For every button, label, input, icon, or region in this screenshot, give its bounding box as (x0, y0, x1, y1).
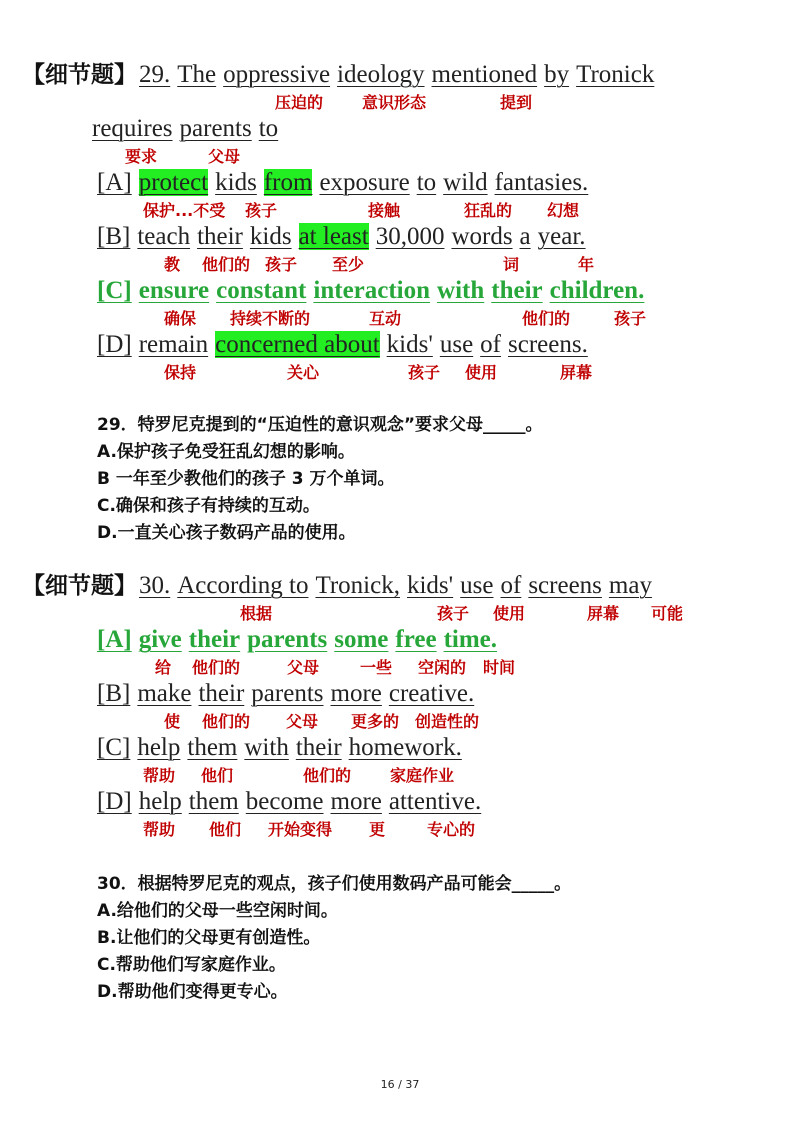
highlighted-word: at least (298, 223, 369, 250)
word: wild (443, 169, 488, 196)
word: to (258, 115, 279, 142)
word: interaction (313, 277, 431, 304)
q29-question-type-tag: 【细节题】 (22, 62, 137, 88)
word: ideology (337, 61, 425, 88)
option-letter: [A] (97, 169, 132, 196)
word: time. (443, 626, 498, 653)
q29-a-gloss-1: 保护...不受 (143, 201, 226, 220)
q29-b-gloss-6: 年 (578, 255, 595, 274)
q30-a-gloss-1: 给 (155, 658, 172, 677)
word: homework. (348, 734, 462, 761)
q30-d-gloss-2: 他们 (209, 820, 242, 839)
word: The (177, 61, 217, 88)
word: kids (215, 169, 257, 196)
q29-c-gloss-5: 孩子 (614, 309, 647, 328)
word: some (334, 626, 389, 653)
q30-a-gloss-6: 时间 (483, 658, 516, 677)
q29-c-gloss-2: 持续不断的 (230, 309, 311, 328)
q30-b-gloss-3: 父母 (286, 712, 319, 731)
word: with (244, 734, 289, 761)
page-number: 16 / 37 (380, 1078, 420, 1091)
word: use (460, 572, 494, 599)
q30-stem1-gloss-4: 屏幕 (587, 604, 620, 623)
word: a (519, 223, 531, 250)
q29-number: 29. (139, 61, 171, 88)
word: remain (138, 331, 209, 358)
word: by (544, 61, 570, 88)
q29-c-gloss-3: 互动 (369, 309, 402, 328)
word: words (451, 223, 513, 250)
option-letter: [C] (97, 734, 131, 761)
q30-a-gloss-3: 父母 (287, 658, 320, 677)
q30-c-gloss-4: 家庭作业 (390, 766, 455, 785)
q30-number: 30. (139, 572, 171, 599)
q30-a-gloss-4: 一些 (360, 658, 393, 677)
q29-option-c-correct (97, 276, 651, 306)
q29-translation-stem: 29．特罗尼克提到的“压迫性的意识观念”要求父母_____。 (97, 415, 543, 435)
q29-stem1-gloss-3: 提到 (500, 93, 533, 112)
q30-d-gloss-1: 帮助 (143, 820, 176, 839)
q30-a-gloss-2: 他们的 (192, 658, 241, 677)
q29-d-gloss-4: 使用 (465, 363, 498, 382)
q29-a-gloss-4: 狂乱的 (464, 201, 513, 220)
word: their (197, 223, 243, 250)
word: their (188, 626, 241, 653)
q29-stem-line1 (22, 60, 661, 90)
q29-b-gloss-5: 词 (503, 255, 520, 274)
q29-b-gloss-2: 他们的 (202, 255, 251, 274)
word: parents (247, 626, 328, 653)
word: teach (137, 223, 191, 250)
q29-translation-a: A.保护孩子免受狂乱幻想的影响。 (97, 442, 355, 462)
q30-c-gloss-1: 帮助 (143, 766, 176, 785)
q30-question-type-tag: 【细节题】 (22, 573, 137, 599)
q29-b-gloss-3: 孩子 (265, 255, 298, 274)
q30-option-d (97, 787, 488, 817)
word: year. (537, 223, 586, 250)
q30-d-gloss-4: 更 (369, 820, 386, 839)
q29-d-gloss-2: 关心 (287, 363, 320, 382)
word: more (330, 680, 382, 707)
word: give (138, 626, 182, 653)
q30-option-b (97, 679, 481, 709)
q30-b-gloss-4: 更多的 (351, 712, 400, 731)
q30-stem1-gloss-1: 根据 (240, 604, 273, 623)
q29-b-gloss-1: 教 (164, 255, 181, 274)
word: kids' (386, 331, 433, 358)
word: their (491, 277, 543, 304)
option-letter: [B] (97, 680, 131, 707)
word: constant (216, 277, 307, 304)
q30-b-gloss-1: 使 (164, 712, 181, 731)
q29-d-gloss-1: 保持 (164, 363, 197, 382)
q29-stem2-gloss-1: 要求 (125, 147, 158, 166)
word: mentioned (431, 61, 538, 88)
word: with (437, 277, 485, 304)
word: oppressive (223, 61, 331, 88)
q29-translation-d: D.一直关心孩子数码产品的使用。 (97, 523, 356, 543)
option-letter: [D] (97, 788, 132, 815)
q30-translation-d: D.帮助他们变得更专心。 (97, 982, 288, 1002)
q29-stem1-gloss-2: 意识形态 (362, 93, 427, 112)
q30-c-gloss-2: 他们 (201, 766, 234, 785)
q30-stem-line1 (22, 571, 659, 601)
word: According to (177, 572, 309, 599)
word: become (245, 788, 324, 815)
q29-a-gloss-3: 接触 (368, 201, 401, 220)
word: fantasies. (494, 169, 589, 196)
q29-c-gloss-1: 确保 (164, 309, 197, 328)
word: help (138, 788, 182, 815)
word: ensure (138, 277, 210, 304)
q30-c-gloss-3: 他们的 (303, 766, 352, 785)
highlighted-word: concerned about (215, 331, 380, 358)
word: their (295, 734, 342, 761)
word: make (137, 680, 192, 707)
q29-a-gloss-2: 孩子 (245, 201, 278, 220)
word: kids' (406, 572, 454, 599)
q30-translation-b: B.让他们的父母更有创造性。 (97, 928, 321, 948)
word: kids (249, 223, 292, 250)
q30-a-gloss-5: 空闲的 (418, 658, 467, 677)
q30-d-gloss-5: 专心的 (427, 820, 476, 839)
word: creative. (388, 680, 475, 707)
q30-translation-c: C.帮助他们写家庭作业。 (97, 955, 286, 975)
q30-stem1-gloss-5: 可能 (651, 604, 684, 623)
word: use (439, 331, 474, 358)
word: help (137, 734, 181, 761)
word: of (480, 331, 501, 358)
q29-c-gloss-4: 他们的 (522, 309, 571, 328)
word: 30,000 (375, 223, 445, 250)
q29-stem1-gloss-1: 压迫的 (275, 93, 324, 112)
word: exposure (319, 169, 410, 196)
word: Tronick (576, 61, 655, 88)
q30-stem1-gloss-3: 使用 (493, 604, 526, 623)
word: screens. (508, 331, 588, 358)
q30-stem1-gloss-2: 孩子 (437, 604, 470, 623)
q29-stem-line2 (92, 114, 285, 144)
q30-translation-stem: 30．根据特罗尼克的观点，孩子们使用数码产品可能会_____。 (97, 874, 572, 894)
q29-translation-b: B 一年至少教他们的孩子 3 万个单词。 (97, 469, 395, 489)
word: them (188, 788, 239, 815)
q29-a-gloss-5: 幻想 (547, 201, 580, 220)
q30-option-c (97, 733, 469, 763)
word: screens (528, 572, 602, 599)
q29-d-gloss-3: 孩子 (408, 363, 441, 382)
option-letter: [D] (97, 331, 132, 358)
q29-option-d (97, 330, 595, 360)
word: to (416, 169, 437, 196)
word: more (330, 788, 382, 815)
q29-d-gloss-5: 屏幕 (560, 363, 593, 382)
word: attentive. (388, 788, 482, 815)
highlighted-word: protect (138, 169, 209, 196)
word: free (395, 626, 437, 653)
option-letter: [B] (97, 223, 131, 250)
word: parents (179, 115, 252, 142)
q29-option-a (97, 168, 595, 198)
highlighted-word: from (263, 169, 313, 196)
q29-b-gloss-4: 至少 (332, 255, 365, 274)
q30-d-gloss-3: 开始变得 (268, 820, 333, 839)
word: their (198, 680, 245, 707)
word: of (500, 572, 522, 599)
q29-stem2-gloss-2: 父母 (208, 147, 241, 166)
q30-b-gloss-2: 他们的 (202, 712, 251, 731)
q29-translation-c: C.确保和孩子有持续的互动。 (97, 496, 320, 516)
word: parents (251, 680, 324, 707)
option-letter: [A] (97, 626, 132, 653)
word: Tronick, (315, 572, 400, 599)
q29-option-b (97, 222, 593, 252)
option-letter: [C] (97, 277, 132, 304)
word: may (608, 572, 652, 599)
word: them (187, 734, 238, 761)
word: requires (92, 115, 173, 142)
word: children. (549, 277, 645, 304)
q30-option-a-correct (97, 625, 504, 655)
q30-b-gloss-5: 创造性的 (415, 712, 480, 731)
q30-translation-a: A.给他们的父母一些空闲时间。 (97, 901, 338, 921)
